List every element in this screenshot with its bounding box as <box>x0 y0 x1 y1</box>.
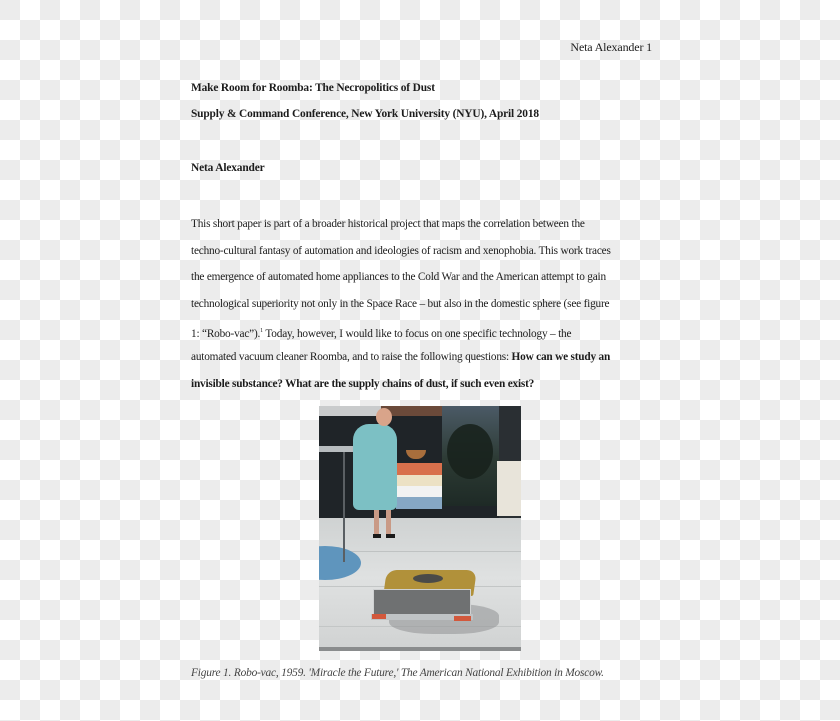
photo-shoe <box>386 534 395 538</box>
conference-subtitle: Supply & Command Conference, New York University (NYU), April 2018 <box>191 108 539 120</box>
figure-caption: Figure 1. Robo-vac, 1959. 'Miracle the Future,' The American National Exhibition in Moscow. <box>191 667 604 679</box>
body-paragraph <box>191 216 661 403</box>
photo-woman-leg <box>386 510 391 536</box>
photo-dresser-drawer <box>396 486 442 497</box>
photo-robot-dome <box>413 574 443 583</box>
research-question: How can we study an <box>511 351 611 364</box>
paragraph-line: the emergence of automated home appliances to the Cold War and the American attempt to gain <box>191 271 606 284</box>
photo-dresser-drawer <box>396 475 442 486</box>
photo-dresser-drawer <box>396 463 442 475</box>
paragraph-line <box>191 349 661 376</box>
paragraph-line: techno-cultural fantasy of automation and ideologies of racism and xenophobia. This work traces <box>191 244 611 257</box>
running-header: Neta Alexander 1 <box>570 40 652 54</box>
research-question: invisible substance? What are the supply chains of dust, if such even exist? <box>191 378 535 391</box>
paragraph-line: This short paper is part of a broader historical project that maps the correlation between the <box>191 218 585 230</box>
photo-woman-head <box>376 408 392 426</box>
paragraph-text: 1: “Robo-vac”). <box>191 327 261 340</box>
photo-ceiling-band <box>319 406 381 416</box>
photo-shoe <box>373 534 381 538</box>
photo-bottom-edge <box>319 647 521 651</box>
photo-cabinet <box>497 461 521 516</box>
paragraph-line <box>191 323 661 350</box>
paragraph-text: automated vacuum cleaner Roomba, and to raise the following questions: <box>191 351 512 364</box>
photo-table-leg <box>343 452 345 562</box>
photo-robot-light <box>454 616 471 621</box>
paragraph-line: technological superiority not only in the Space Race – but also in the domestic sphere (see figure <box>191 298 610 311</box>
photo-robot-light <box>372 614 386 619</box>
photo-dresser-drawer <box>396 497 442 509</box>
figure-robo-vac-photo <box>319 406 521 651</box>
photo-woman-leg <box>374 510 379 536</box>
paper-title: Make Room for Roomba: The Necropolitics of Dust <box>191 82 435 94</box>
paragraph-text: Today, however, I would like to focus on one specific technology – the <box>262 327 572 340</box>
photo-tree <box>447 424 493 479</box>
photo-woman-dress <box>353 424 397 510</box>
footnote-marker[interactable]: 1 <box>260 327 263 334</box>
author-name: Neta Alexander <box>191 162 265 174</box>
